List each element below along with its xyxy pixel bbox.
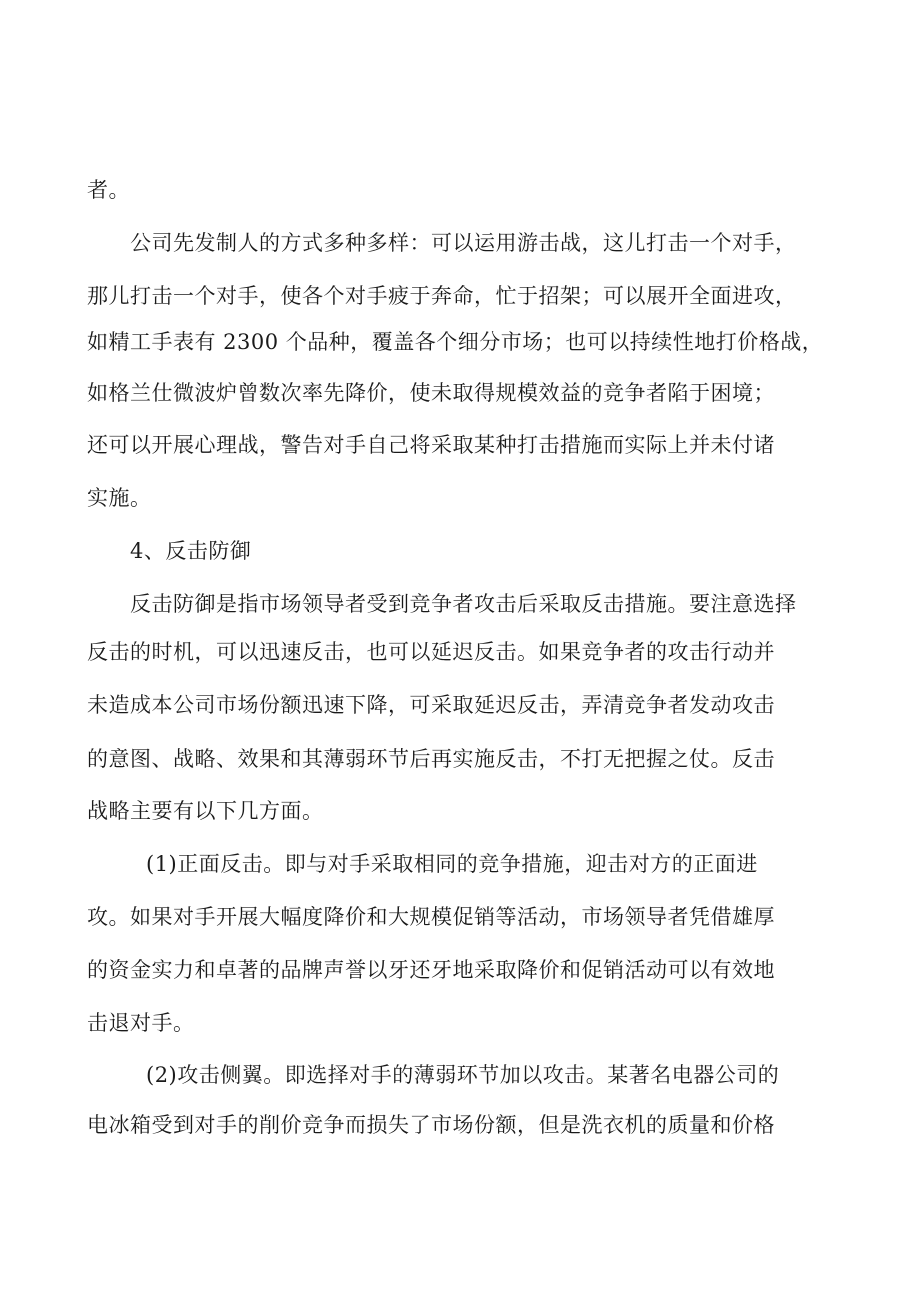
paragraph-line: 击退对手。 bbox=[87, 1011, 195, 1035]
paragraph-line: 反击的时机，可以迅速反击，也可以延迟反击。如果竞争者的攻击行动并 bbox=[87, 640, 775, 664]
paragraph-line: 的资金实力和卓著的品牌声誉以牙还牙地采取降价和促销活动可以有效地 bbox=[87, 958, 775, 982]
paragraph-line: (2)攻击侧翼。即选择对手的薄弱环节加以攻击。某著名电器公司的 bbox=[146, 1063, 780, 1087]
paragraph-line: 的意图、战略、效果和其薄弱环节后再实施反击，不打无把握之仗。反击 bbox=[87, 747, 775, 771]
paragraph-line: 反击防御是指市场领导者受到竞争者攻击后采取反击措施。要注意选择 bbox=[130, 592, 797, 616]
paragraph-line: 实施。 bbox=[87, 486, 152, 510]
paragraph-line: 如格兰仕微波炉曾数次率先降价，使未取得规模效益的竞争者陷于困境； bbox=[87, 381, 775, 405]
paragraph-line: 未造成本公司市场份额迅速下降，可采取延迟反击，弄清竞争者发动攻击 bbox=[87, 693, 775, 717]
paragraph-line: 那儿打击一个对手，使各个对手疲于奔命，忙于招架；可以展开全面进攻， bbox=[87, 284, 797, 308]
paragraph-line: 战略主要有以下几方面。 bbox=[87, 799, 324, 823]
paragraph-line: 电冰箱受到对手的削价竞争而损失了市场份额，但是洗衣机的质量和价格 bbox=[87, 1113, 775, 1137]
section-heading: 4、反击防御 bbox=[130, 539, 252, 563]
paragraph-line: 者。 bbox=[87, 178, 130, 202]
paragraph-line: 公司先发制人的方式多种多样：可以运用游击战，这儿打击一个对手， bbox=[130, 231, 797, 255]
paragraph-line: 还可以开展心理战，警告对手自己将采取某种打击措施而实际上并未付诸 bbox=[87, 433, 775, 457]
paragraph-line: 如精工手表有 2300 个品种，覆盖各个细分市场；也可以持续性地打价格战， bbox=[87, 330, 824, 354]
paragraph-line: 攻。如果对手开展大幅度降价和大规模促销等活动，市场领导者凭借雄厚 bbox=[87, 905, 775, 929]
paragraph-line: (1)正面反击。即与对手采取相同的竞争措施，迎击对方的正面进 bbox=[146, 852, 758, 876]
